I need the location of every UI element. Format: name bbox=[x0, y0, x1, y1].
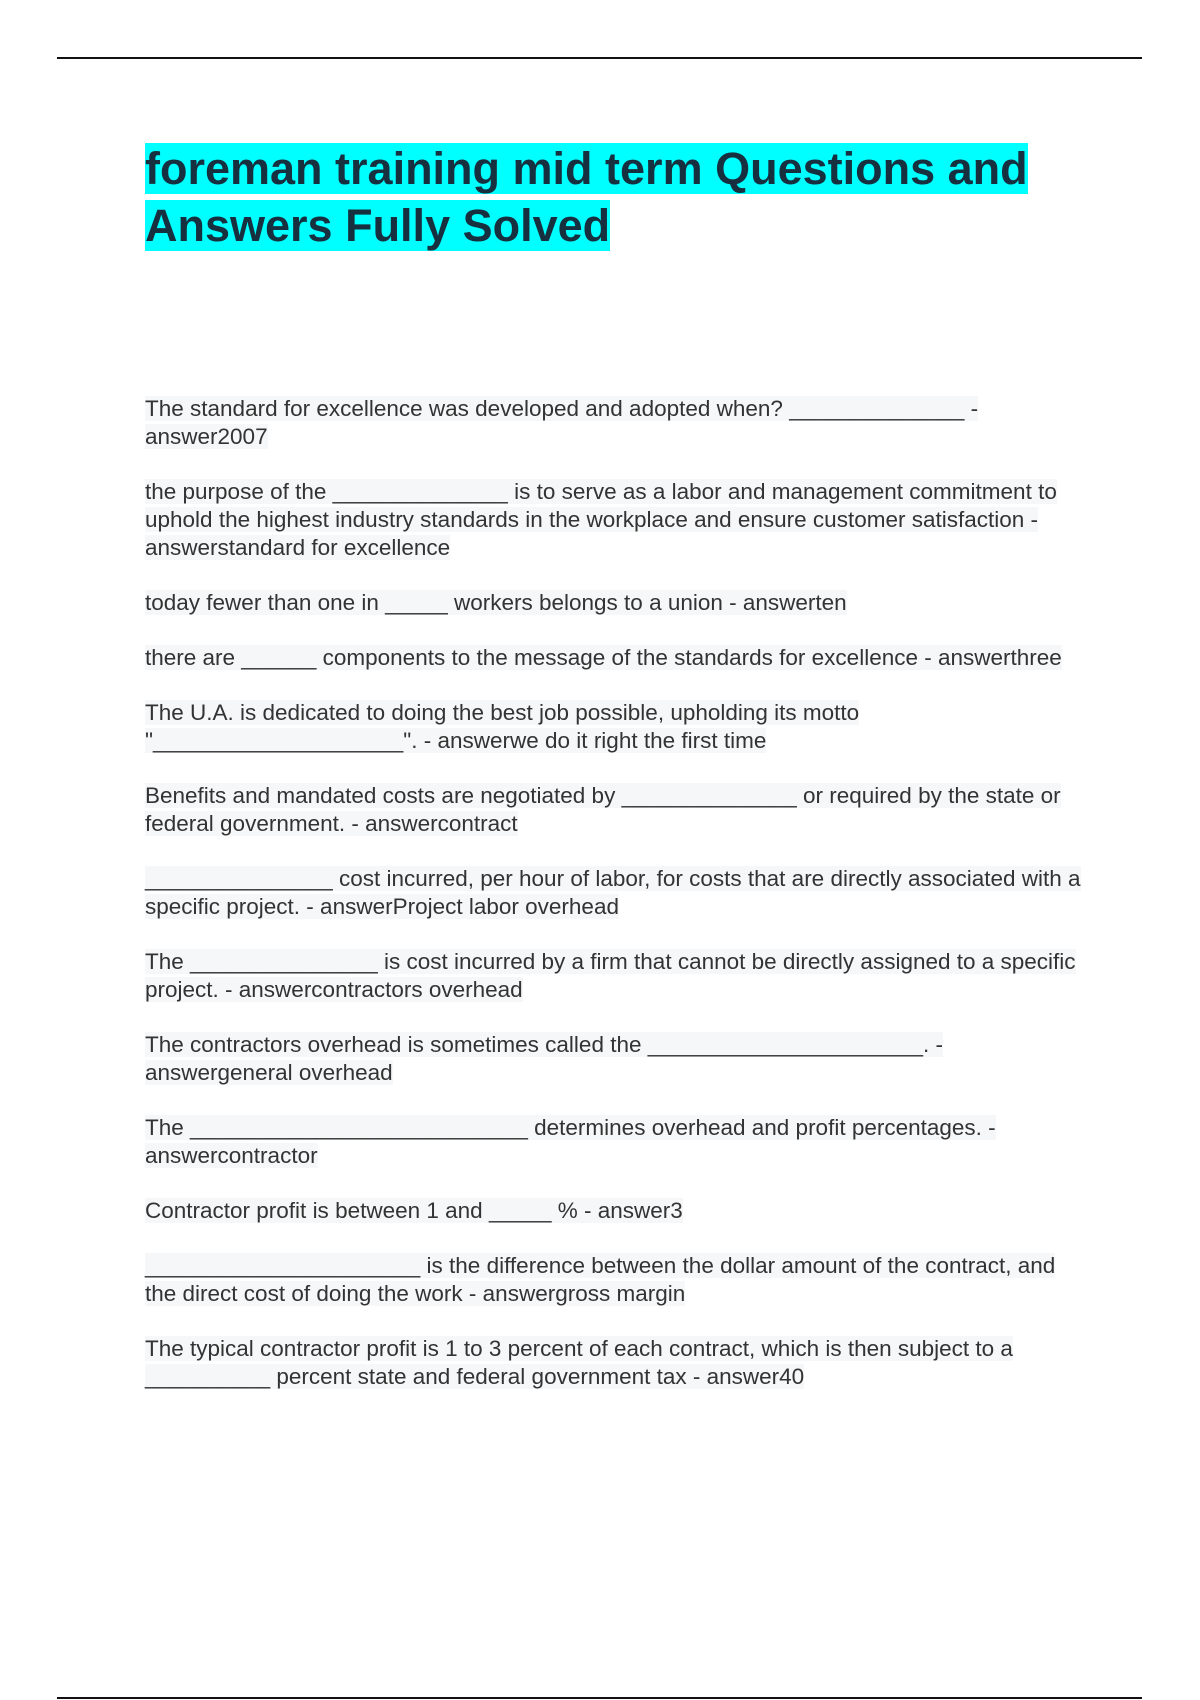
qa-item bbox=[145, 644, 1090, 672]
qa-list bbox=[145, 395, 1090, 1418]
qa-text: The ___________________________ determines overhead and profit percentages. - answercontractor bbox=[145, 1115, 996, 1168]
qa-text: The contractors overhead is sometimes called the ______________________. - answergeneral overhead bbox=[145, 1032, 944, 1085]
qa-text: Contractor profit is between 1 and _____ % - answer3 bbox=[145, 1198, 683, 1223]
qa-text: _______________ cost incurred, per hour of labor, for costs that are directly associated with a specific project. - answerProject labor overhead bbox=[145, 866, 1081, 919]
qa-item bbox=[145, 589, 1090, 617]
qa-item bbox=[145, 1114, 1090, 1170]
qa-text: The standard for excellence was developed and adopted when? ______________ - answer2007 bbox=[145, 396, 979, 449]
qa-item bbox=[145, 699, 1090, 755]
qa-item bbox=[145, 478, 1090, 562]
qa-text: today fewer than one in _____ workers belongs to a union - answerten bbox=[145, 590, 847, 615]
qa-text: The U.A. is dedicated to doing the best job possible, upholding its motto "____________________". - answerwe do it right the first time bbox=[145, 700, 860, 753]
qa-item bbox=[145, 1197, 1090, 1225]
qa-text: ______________________ is the difference between the dollar amount of the contract, and the direct cost of doing the work - answergross margin bbox=[145, 1253, 1056, 1306]
qa-item bbox=[145, 1031, 1090, 1087]
document-title-text: foreman training mid term Questions and Answers Fully Solved bbox=[145, 143, 1028, 251]
qa-text: there are ______ components to the message of the standards for excellence - answerthree bbox=[145, 645, 1062, 670]
qa-item bbox=[145, 948, 1090, 1004]
qa-text: the purpose of the ______________ is to serve as a labor and management commitment to uphold the highest industry standards in the workplace and ensure customer satisfaction - answerstandard for excellence bbox=[145, 479, 1057, 560]
document-title bbox=[145, 140, 1095, 254]
top-rule bbox=[57, 57, 1142, 59]
qa-item bbox=[145, 395, 1090, 451]
qa-item bbox=[145, 1252, 1090, 1308]
qa-text: The typical contractor profit is 1 to 3 percent of each contract, which is then subject to a __________ percent state and federal government tax - answer40 bbox=[145, 1336, 1013, 1389]
qa-item bbox=[145, 865, 1090, 921]
bottom-rule bbox=[57, 1697, 1142, 1699]
qa-text: The _______________ is cost incurred by a firm that cannot be directly assigned to a specific project. - answercontractors overhead bbox=[145, 949, 1076, 1002]
qa-text: Benefits and mandated costs are negotiated by ______________ or required by the state or federal government. - answercontract bbox=[145, 783, 1061, 836]
qa-item bbox=[145, 782, 1090, 838]
qa-item bbox=[145, 1335, 1090, 1391]
